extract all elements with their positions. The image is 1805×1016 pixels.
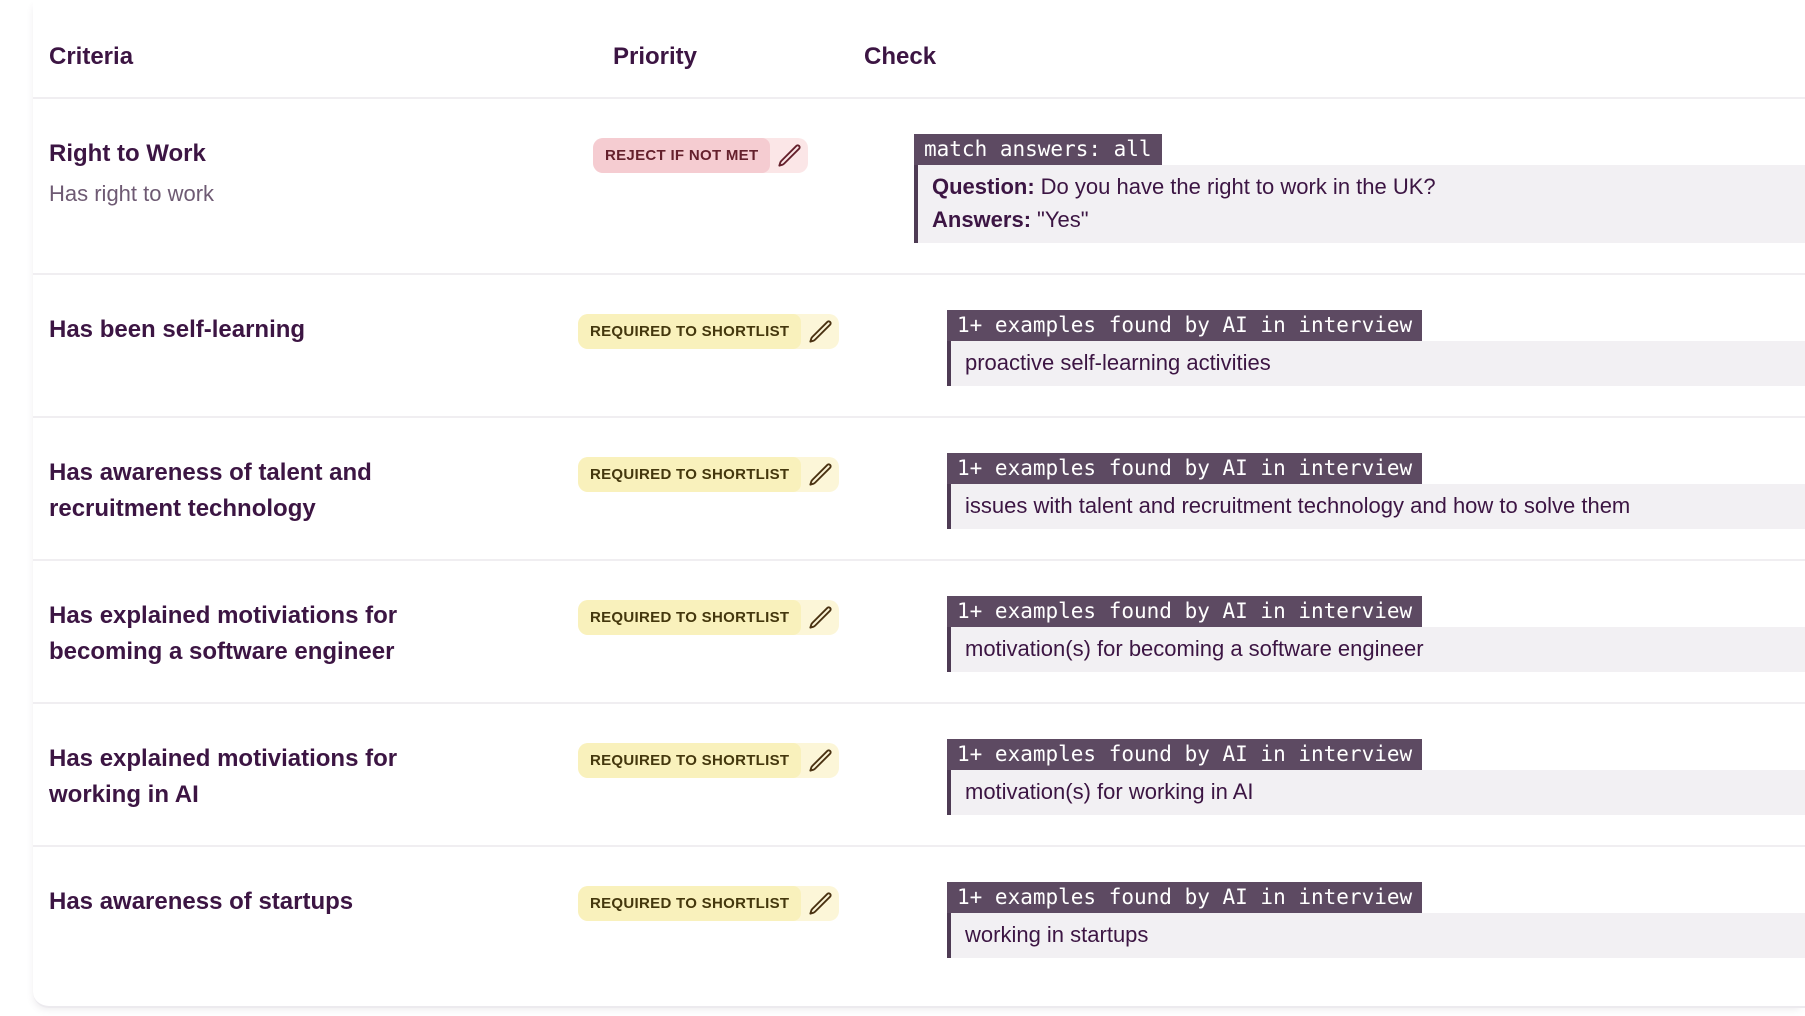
priority-badge [578,457,839,492]
criteria-row [33,99,1805,273]
check-description: proactive self-learning activities [947,341,1805,386]
check-cell [864,310,1805,386]
edit-priority-button[interactable] [801,886,839,921]
check-answers-text: "Yes" [1037,207,1089,232]
priority-cell [560,739,864,778]
edit-priority-button[interactable] [770,138,808,173]
check-cell [864,596,1805,672]
check-type-header: 1+ examples found by AI in interview [947,453,1422,484]
check-question-label: Question: [932,174,1035,199]
priority-badge-label: REQUIRED TO SHORTLIST [578,314,801,349]
check-description: working in startups [947,913,1805,958]
check-type-header: match answers: all [914,134,1162,165]
check-cell [864,882,1805,958]
priority-badge-label: REQUIRED TO SHORTLIST [578,886,801,921]
pencil-icon [808,748,833,773]
column-header-check: Check [864,43,937,70]
priority-badge [578,600,839,635]
criteria-title: Has awareness of talent and recruitment technology [49,459,372,522]
criteria-cell [33,882,560,920]
check-cell [864,453,1805,529]
criteria-row [33,559,1805,702]
criteria-row [33,273,1805,416]
check-block [914,134,1805,243]
check-block [947,739,1805,815]
check-type-header: 1+ examples found by AI in interview [947,310,1422,341]
priority-cell [560,596,864,635]
priority-cell [560,134,864,173]
check-question-line [932,170,1791,203]
criteria-row [33,416,1805,559]
check-block [947,453,1805,529]
criteria-cell [33,739,560,813]
edit-priority-button[interactable] [801,314,839,349]
pencil-icon [808,319,833,344]
priority-cell [560,310,864,349]
check-block [947,596,1805,672]
priority-badge-label: REQUIRED TO SHORTLIST [578,600,801,635]
pencil-icon [808,891,833,916]
edit-priority-button[interactable] [801,600,839,635]
check-type-header: 1+ examples found by AI in interview [947,739,1422,770]
edit-priority-button[interactable] [801,743,839,778]
criteria-cell [33,596,560,670]
column-header-priority: Priority [613,43,698,70]
column-header-criteria: Criteria [49,43,134,70]
criteria-row [33,702,1805,845]
criteria-cell [33,310,560,348]
check-answers-label: Answers: [932,207,1032,232]
priority-badge [578,743,839,778]
check-answers-line [932,203,1791,236]
check-description: issues with talent and recruitment technology and how to solve them [947,484,1805,529]
priority-badge [593,138,808,173]
check-description: motivation(s) for becoming a software engineer [947,627,1805,672]
criteria-table-card [33,0,1805,1008]
priority-badge [578,886,839,921]
check-cell [864,134,1805,243]
pencil-icon [777,143,802,168]
priority-cell [560,453,864,492]
edit-priority-button[interactable] [801,457,839,492]
criteria-title: Right to Work [49,140,206,167]
criteria-row [33,845,1805,988]
criteria-title: Has been self-learning [49,316,306,343]
pencil-icon [808,462,833,487]
criteria-title: Has explained motiviations for working in AI [49,745,398,808]
check-type-header: 1+ examples found by AI in interview [947,882,1422,913]
priority-cell [560,882,864,921]
table-header-row [33,0,1805,99]
check-description: motivation(s) for working in AI [947,770,1805,815]
pencil-icon [808,605,833,630]
priority-badge [578,314,839,349]
check-block [947,310,1805,386]
priority-badge-label: REQUIRED TO SHORTLIST [578,743,801,778]
priority-badge-label: REJECT IF NOT MET [593,138,770,173]
check-body [914,165,1805,243]
priority-badge-label: REQUIRED TO SHORTLIST [578,457,801,492]
criteria-title: Has explained motiviations for becoming a software engineer [49,602,398,665]
criteria-cell [33,453,560,527]
check-question-text: Do you have the right to work in the UK? [1040,174,1436,199]
criteria-cell [33,134,560,209]
criteria-title: Has awareness of startups [49,888,354,915]
check-type-header: 1+ examples found by AI in interview [947,596,1422,627]
criteria-subtitle: Has right to work [49,181,215,206]
check-block [947,882,1805,958]
check-cell [864,739,1805,815]
